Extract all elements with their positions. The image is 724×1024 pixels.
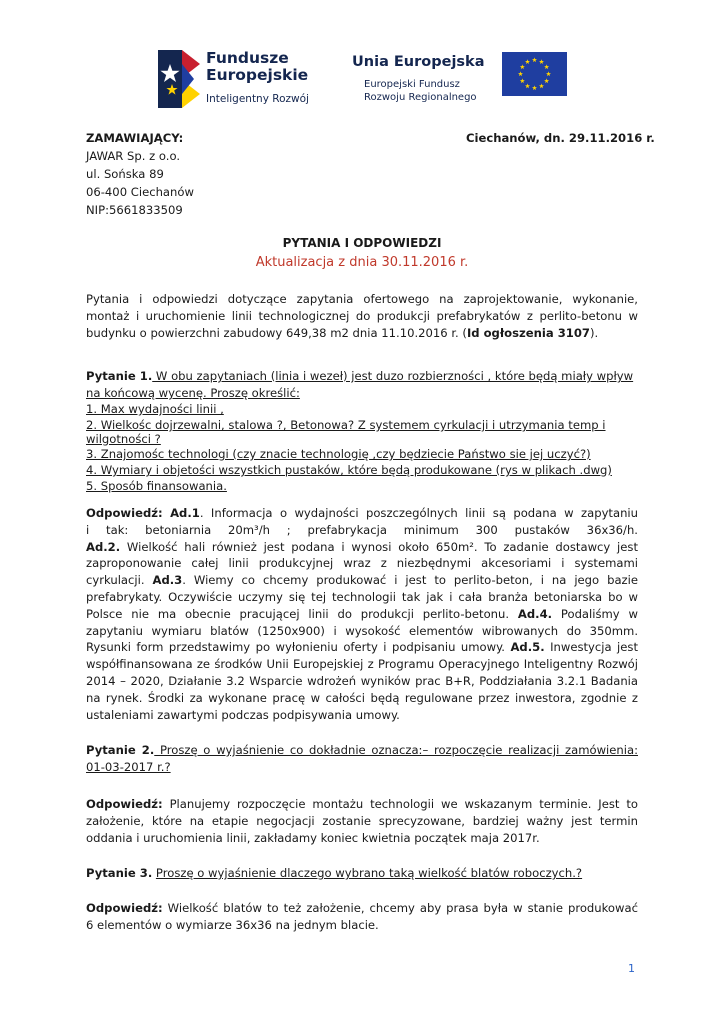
question-2-line: 01-03-2017 r.? [86, 759, 171, 774]
question-2-label: Pytanie 2. [86, 743, 155, 757]
ordering-party-heading: ZAMAWIAJĄCY: [86, 131, 184, 145]
answer-1-text: Polsce nie ma obecnie pracującej linii do produkcji perlito-betonu. [86, 606, 518, 621]
ordering-party-street: ul. Sońska 89 [86, 167, 164, 181]
ordering-party-city: 06-400 Ciechanów [86, 185, 194, 199]
answer-1-line: zapytaniu wymiaru blatów (1250x900) i wysokość elementów wibrowanych do 350mm. [86, 623, 638, 638]
question-1-label: Pytanie 1. [86, 369, 153, 383]
question-1-item: 5. Sposób finansowania. [86, 479, 227, 493]
fe-logo-line1: Fundusze [206, 49, 289, 67]
ad-1-label: Ad.1 [170, 506, 200, 520]
intro-text: budynku o powierzchni zabudowy 649,38 m2 dnia 11.10.2016 r. ( [86, 325, 467, 340]
answer-1-line [86, 505, 638, 522]
answer-1-text: Inwestycja jest [544, 640, 638, 655]
eu-flag-icon [502, 52, 567, 96]
ue-logo-sub1: Europejski Fundusz [364, 79, 460, 90]
announcement-id: Id ogłoszenia 3107 [466, 325, 590, 340]
question-3-label: Pytanie 3. [86, 866, 153, 880]
place-date: Ciechanów, dn. 29.11.2016 r. [466, 131, 655, 145]
question-1-item: wilgotności ? [86, 432, 161, 446]
intro-line: montaż i uruchomienie linii technologicznej do produkcji prefabrykatów z perlito-betonu w [86, 308, 638, 323]
answer-1-line: na rynek. Środki za wykonane pracę w całości będą regulowane przez inwestora, zgodnie z [86, 690, 638, 705]
question-1 [86, 368, 633, 384]
answer-1-line: zaproponowanie całej linii produkcyjnej wraz z niezbędnymi akcesoriami i systemami [86, 556, 638, 571]
fe-logo-line2: Europejskie [206, 66, 309, 84]
question-2-text: Proszę o wyjaśnienie co dokładnie oznacza:– rozpoczęcie realizacji zamówienia: [154, 743, 638, 757]
answer-1-text: Rysunki form przedstawimy po wyłonieniu oferty i podpisaniu umowy. [86, 640, 511, 655]
question-2-line [86, 742, 638, 759]
ad-3-label: Ad.3 [152, 573, 183, 588]
intro-line: Pytania i odpowiedzi dotyczące zapytania ofertowego na zaprojektowanie, wykonanie, [86, 292, 638, 306]
answer-2-line: założenie, które na etapie negocjacji zostanie sprecyzowane, bardziej ważny jest termin [86, 813, 638, 828]
page-title: PYTANIA I ODPOWIEDZI [282, 236, 442, 250]
ad-5-label: Ad.5. [510, 640, 545, 655]
intro-line [86, 325, 638, 342]
question-2 [86, 742, 638, 776]
answer-2-text: Planujemy rozpoczęcie montażu technologii we wskazanym terminie. Jest to [162, 797, 638, 811]
answer-3-line: 6 elementów o wymiarze 36x36 na jednym blacie. [86, 917, 379, 932]
question-3 [86, 865, 582, 881]
intro-paragraph [86, 291, 638, 341]
answer-1-line: ustaleniami zawartymi podczas podpisywania umowy. [86, 707, 400, 722]
answer-1-text: Wielkość hali również jest podana i wynosi około 650m². To zadanie dostawcy jest [120, 539, 638, 554]
answer-1-line: współfinansowana ze środków Unii Europejskiej z Programu Operacyjnego Inteligentny Rozwój [86, 657, 638, 672]
ue-logo-title: Unia Europejska [352, 54, 485, 70]
ad-4-label: Ad.4. [517, 606, 553, 621]
answer-1-text: Podaliśmy w [552, 606, 638, 621]
question-1-item: 4. Wymiary i objetości wszystkich pustaków, które będą produkowane (rys w plikach .dwg) [86, 463, 612, 477]
question-1-item: 3. Znajomośc technologi (czy znacie technologię ,czy będziecie Państwo sie jej uczyć?) [86, 447, 591, 461]
answer-3-label: Odpowiedź: [86, 901, 163, 915]
intro-end: ). [590, 325, 599, 340]
question-1-item: 1. Max wydajności linii , [86, 402, 224, 416]
answer-3 [86, 900, 638, 934]
question-1-line: W obu zapytaniach (linia i wezeł) jest duzo rozbierzności , które będą miały wpływ [152, 369, 634, 383]
question-1-line: na końcową wycenę. Proszę określić: [86, 386, 300, 400]
answer-1-line: 2014 – 2020, Działanie 3.2 Wsparcie wdrożeń wyników prac B+R, Poddziałania 3.2.1 Badania [86, 673, 638, 688]
answer-1-line [86, 639, 638, 656]
answer-1-line: prefabrykaty. Oczywiście uczymy się tej technologii tak jak i cała branża betoniarska bo w [86, 589, 638, 604]
answer-1-line [86, 539, 638, 556]
fe-star-logo-icon [158, 50, 200, 108]
ad-2-label: Ad.2. [86, 539, 121, 554]
answer-3-line [86, 900, 638, 917]
question-1-item: 2. Wielkośc dojrzewalni, stalowa ?, Betonowa? Z systemem cyrkulacji i utrzymania temp i [86, 418, 606, 432]
answer-1-line: i tak: betoniarnia 20m³/h ; prefabrykacja minimum 300 pustaków 36x36/h. [86, 522, 638, 537]
answer-1 [86, 505, 638, 723]
answer-2 [86, 796, 638, 846]
question-3-text: Proszę o wyjaśnienie dlaczego wybrano taką wielkość blatów roboczych.? [155, 866, 583, 880]
answer-3-text: Wielkość blatów to też założenie, chcemy aby prasa była w stanie produkować [162, 901, 638, 915]
page-number: 1 [628, 962, 635, 975]
fundusze-europejskie-logo [158, 44, 318, 112]
unia-europejska-logo [350, 52, 570, 112]
answer-1-label: Odpowiedź: [86, 506, 163, 520]
answer-2-label: Odpowiedź: [86, 797, 163, 811]
update-date: Aktualizacja z dnia 30.11.2016 r. [255, 255, 469, 270]
fe-logo-subtitle: Inteligentny Rozwój [206, 93, 309, 105]
answer-1-text: . Informacja o wydajności poszczególnych linii są podana w zapytaniu [199, 506, 639, 520]
ordering-party-name: JAWAR Sp. z o.o. [86, 149, 181, 163]
answer-1-line [86, 606, 638, 623]
ordering-party-nip: NIP:5661833509 [86, 203, 183, 217]
ue-logo-sub2: Rozwoju Regionalnego [364, 92, 477, 103]
answer-2-line: oddania i uruchomienia linii, zakładamy koniec kwietnia początek maja 2017r. [86, 830, 540, 845]
answer-2-line [86, 796, 638, 813]
answer-1-line [86, 572, 638, 589]
answer-1-text: . Wiemy co chcemy produkować i jest to perlito-beton, i na jego bazie [182, 573, 638, 588]
answer-1-text: cyrkulacji. [86, 573, 153, 588]
